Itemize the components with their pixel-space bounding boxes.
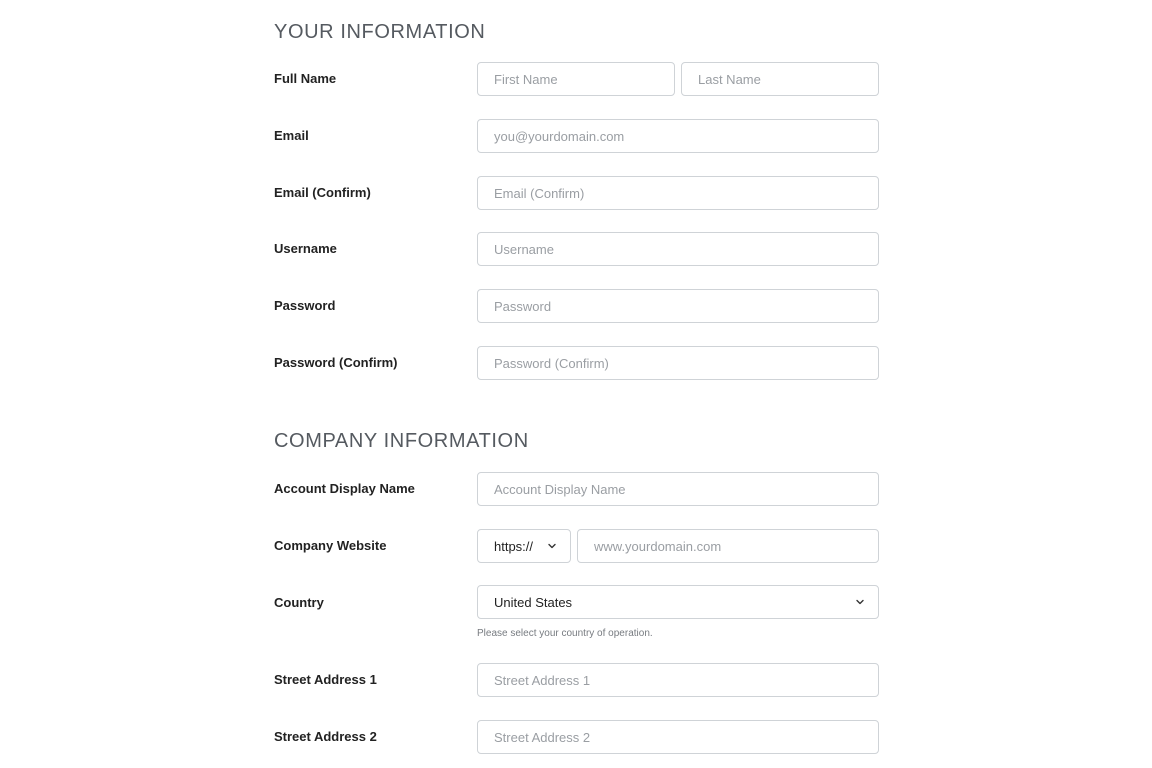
country-label: Country (274, 595, 324, 610)
full-name-label: Full Name (274, 71, 337, 86)
chevron-down-icon (546, 540, 558, 552)
first-name-input[interactable] (477, 62, 675, 96)
section-title-company-information: COMPANY INFORMATION (274, 430, 529, 452)
username-input[interactable] (477, 232, 879, 266)
street-address-2-label: Street Address 2 (274, 729, 377, 744)
password-input[interactable] (477, 289, 879, 323)
password-label: Password (274, 298, 336, 313)
last-name-input[interactable] (681, 62, 879, 96)
protocol-value: https:// (494, 538, 534, 554)
email-label: Email (274, 128, 309, 143)
country-help-text: Please select your country of operation. (477, 628, 653, 639)
street-address-1-label: Street Address 1 (274, 672, 377, 687)
company-website-label: Company Website (274, 538, 387, 553)
street-address-1-input[interactable] (477, 663, 879, 697)
email-confirm-input[interactable] (477, 176, 879, 210)
street-address-2-input[interactable] (477, 720, 879, 754)
chevron-down-icon (854, 596, 866, 608)
account-display-name-label: Account Display Name (274, 481, 415, 496)
country-select[interactable] (477, 585, 879, 619)
section-title-your-information: YOUR INFORMATION (274, 21, 486, 43)
password-confirm-input[interactable] (477, 346, 879, 380)
password-confirm-label: Password (Confirm) (274, 355, 398, 370)
email-confirm-label: Email (Confirm) (274, 185, 371, 200)
country-value: United States (494, 594, 573, 610)
email-input[interactable] (477, 119, 879, 153)
company-website-input[interactable] (577, 529, 879, 563)
username-label: Username (274, 241, 337, 256)
account-display-name-input[interactable] (477, 472, 879, 506)
protocol-select[interactable] (477, 529, 571, 563)
